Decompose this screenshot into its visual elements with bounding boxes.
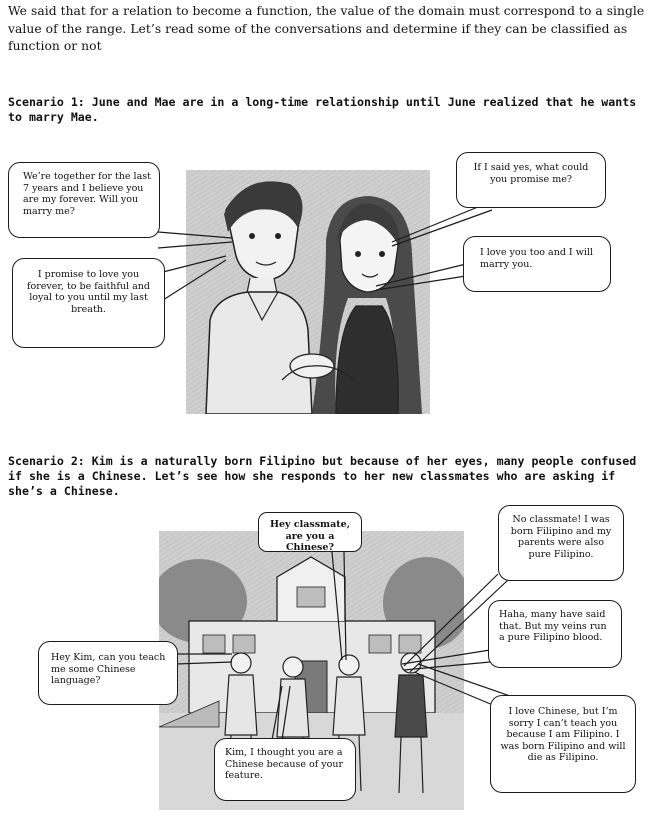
teach-request-bubble: Hey Kim, can you teach me some Chinese language? bbox=[38, 641, 178, 705]
june-proposal-bubble: We’re together for the last 7 years and I believe you are my forever. Will you marry me? bbox=[8, 162, 160, 238]
kim-thought-bubble: Kim, I thought you are a Chinese because of your feature. bbox=[214, 738, 356, 801]
mae-answer-bubble: I love you too and I will marry you. bbox=[463, 236, 611, 292]
classmate-question-bubble: Hey classmate, are you a Chinese? bbox=[258, 512, 362, 552]
scenario-2-heading: Scenario 2: Kim is a naturally born Filipino but because of her eyes, many people confused if she is a Chinese. Let’s see how she responds to her new classmates who are asking if she’s a Chinese. bbox=[8, 454, 637, 498]
june-promise-bubble: I promise to love you forever, to be faithful and loyal to you until my last breath. bbox=[12, 258, 165, 348]
couple-illustration bbox=[186, 170, 430, 414]
intro-paragraph: We said that for a relation to become a function, the value of the domain must correspond to a single value of the range. Let’s read some of the conversations and determine if they can be classified as function or not bbox=[8, 4, 645, 53]
kim-love-chinese-bubble: I love Chinese, but I’m sorry I can’t teach you because I am Filipino. I was born Filipino and will die as Filipino. bbox=[490, 695, 636, 793]
mae-question-bubble: If I said yes, what could you promise me? bbox=[456, 152, 606, 208]
kim-denial-bubble: No classmate! I was born Filipino and my parents were also pure Filipino. bbox=[498, 505, 624, 581]
scenario-1-heading: Scenario 1: June and Mae are in a long-time relationship until June realized that he wants to marry Mae. bbox=[8, 95, 637, 124]
kim-haha-bubble: Haha, many have said that. But my veins run a pure Filipino blood. bbox=[488, 600, 622, 668]
